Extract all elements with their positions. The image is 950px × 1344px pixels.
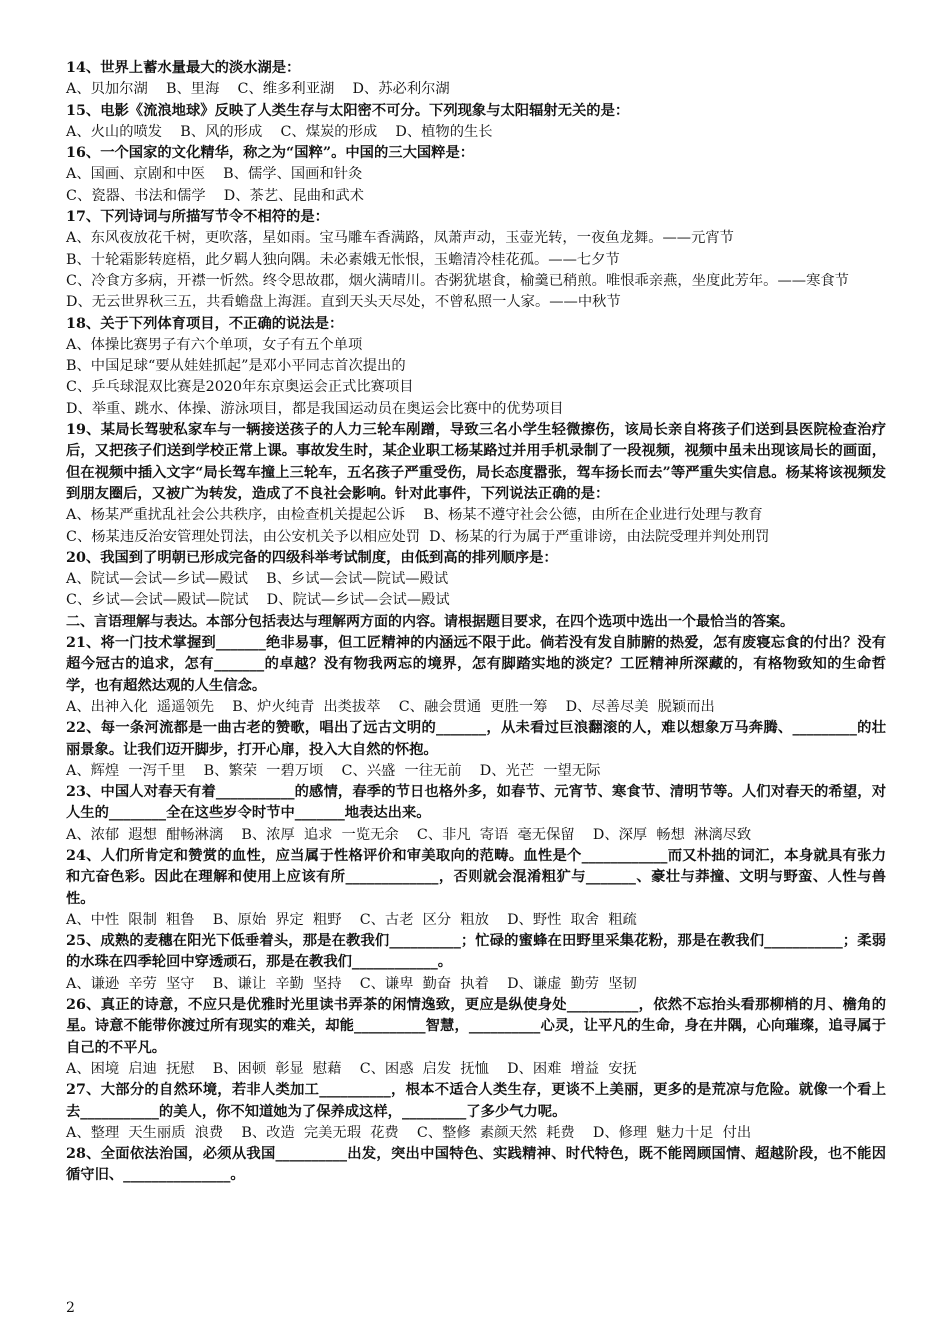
options-16-cd: C、瓷器、书法和儒学 D、茶艺、昆曲和武术 [66, 187, 364, 204]
question-27: 27、大部分的自然环境，若非人类加工__________，根本不适合人类生存，更谈不上美丽，更多的是荒凉与危险。就像一个看上去___________的美人，你不知道她为了保养成这样，_________了多少气力呢。 [66, 1082, 886, 1120]
options-20-ab: A、院试—会试—乡试—殿试 B、乡试—会试—院试—殿试 [66, 571, 449, 588]
options-23: A、浓郁 遐想 酣畅淋漓 B、浓厚 追求 一览无余 C、非凡 寄语 毫无保留 D、深厚 畅想 淋漓尽致 [66, 826, 752, 843]
section-heading: 二、言语理解与表达。本部分包括表达与理解两方面的内容。请根据题目要求，在四个选项中选出一个最恰当的答案。 [66, 613, 794, 630]
options-19-cd: C、杨某违反治安管理处罚法，由公安机关予以相应处罚 D、杨某的行为属于严重诽谤，由法院受理并判处刑罚 [66, 528, 770, 545]
question-16: 16、一个国家的文化精华，称之为“国粹”。中国的三大国粹是： [66, 145, 475, 162]
options-22: A、辉煌 一泻千里 B、繁荣 一碧万顷 C、兴盛 一往无前 D、光芒 一望无际 [66, 762, 601, 779]
options-15: A、火山的喷发 B、风的形成 C、煤炭的形成 D、植物的生长 [66, 123, 493, 140]
question-23: 23、中国人对春天有着___________的感情，春季的节日也格外多，如春节、元宵节、寒食节、清明节等。人们对春天的希望，对人生的________全在这些岁令时节中_______地表达出来。 [66, 784, 886, 822]
options-27: A、整理 天生丽质 浪费 B、改造 完美无瑕 花费 C、整修 素颜天然 耗费 D、修理 魅力十足 付出 [66, 1124, 752, 1141]
option-18-c: C、乒乓球混双比赛是2020年东京奥运会正式比赛项目 [66, 379, 414, 396]
options-20-cd: C、乡试—会试—殿试—院试 D、院试—乡试—会试—殿试 [66, 592, 450, 609]
option-17-a: A、东风夜放花千树，更吹落，星如雨。宝马雕车香满路，凤萧声动，玉壶光转，一夜鱼龙舞。——元宵节 [66, 230, 734, 247]
page-number: 2 [66, 1300, 75, 1316]
option-17-b: B、十轮霜影转庭梧，此夕羁人独向隅。未必素娥无怅恨，玉蟾清冷桂花孤。——七夕节 [66, 251, 620, 268]
question-14: 14、世界上蓄水量最大的淡水湖是： [66, 60, 301, 76]
option-18-b: B、中国足球“要从娃娃抓起”是邓小平同志首次提出的 [66, 358, 406, 375]
options-24: A、中性 限制 粗鲁 B、原始 界定 粗野 C、古老 区分 粗放 D、野性 取舍 粗疏 [66, 911, 637, 928]
option-18-a: A、体操比赛男子有六个单项，女子有五个单项 [66, 336, 363, 353]
option-18-d: D、举重、跳水、体操、游泳项目，都是我国运动员在奥运会比赛中的优势项目 [66, 400, 564, 417]
option-17-c: C、冷食方多病，开襟一忻然。终令思故郡，烟火满晴川。杏粥犹堪食，榆羹已稍煎。唯恨乖亲燕，坐度此芳年。——寒食节 [66, 272, 849, 289]
options-26: A、困境 启迪 抚慰 B、困顿 彰显 慰藉 C、困惑 启发 抚恤 D、困难 增益 安抚 [66, 1060, 637, 1077]
question-24: 24、人们所肯定和赞赏的血性，应当属于性格评价和审美取向的范畴。血性是个____________而又朴拙的词汇，本身就具有张力和亢奋色彩。因此在理解和使用上应该有所_____________，否则就会混淆粗犷与_______、豪壮与莽撞、文明与野蛮、人性与兽性。 [66, 847, 886, 907]
question-19: 19、某局长驾驶私家车与一辆接送孩子的人力三轮车剐蹭，导致三名小学生轻微擦伤，该局长亲自将孩子们送到县医院检查治疗后，又把孩子们送到学校正常上课。事故发生时，某企业职工杨某路过并用手机录制了一段视频，视频中虽未出现该局长的画面，但在视频中插入文字“局长驾车撞上三轮车，五名孩子严重受伤，局长态度嚣张，驾车扬长而去”等严重失实信息。杨某将该视频发到朋友圈后，又被广为转发，造成了不良社会影响。针对此事件，下列说法正确的是： [66, 422, 886, 502]
question-20: 20、我国到了明朝已形成完备的四级科举考试制度，由低到高的排列顺序是： [66, 549, 558, 566]
option-17-d: D、无云世界秋三五，共看蟾盘上海涯。直到天头天尽处，不曾私照一人家。——中秋节 [66, 294, 621, 311]
question-28: 28、全面依法治国，必须从我国__________出发，突出中国特色、实践精神、时代特色，既不能罔顾国情、超越阶段，也不能因循守旧、_______________。 [66, 1146, 886, 1184]
options-16-ab: A、国画、京剧和中医 B、儒学、国画和针灸 [66, 166, 363, 183]
question-22: 22、每一条河流都是一曲古老的赞歌，唱出了远古文明的_______，从未看过巨浪翻滚的人，难以想象万马奔腾、_________的壮丽景象。让我们迈开脚步，打开心扉，投入大自然的怀抱。 [66, 720, 886, 758]
question-26: 26、真正的诗意，不应只是优雅时光里读书弄茶的闲情逸致，更应是纵使身处__________，依然不忘抬头看那柳梢的月、檐角的星。诗意不能带你渡过所有现实的难关，却能__________智慧，__________心灵，让平凡的生命，身在井隅，心向璀璨，追寻属于自己的不平凡。 [66, 997, 886, 1056]
question-21: 21、将一门技术掌握到_______绝非易事，但工匠精神的内涵远不限于此。倘若没有发自肺腑的热爱，怎有废寝忘食的付出？没有超今冠古的追求，怎有_______的卓越？没有物我两忘的境界，怎有脚踏实地的淡定？工匠精神所深藏的，有格物致知的生命哲学，也有超然达观的人生信念。 [66, 635, 886, 694]
question-17: 17、下列诗词与所描写节令不相符的是： [66, 209, 329, 226]
exam-page [66, 58, 886, 1187]
question-25: 25、成熟的麦穗在阳光下低垂着头，那是在教我们__________；忙碌的蜜蜂在田野里采集花粉，那是在教我们___________；柔弱的水珠在四季轮回中穿透顽石，那是在教我们____________。 [66, 933, 886, 971]
question-15: 15、电影《流浪地球》反映了人类生存与太阳密不可分。下列现象与太阳辐射无关的是： [66, 102, 630, 119]
options-19-ab: A、杨某严重扰乱社会公共秩序，由检查机关提起公诉 B、杨某不遵守社会公德，由所在企业进行处理与教育 [66, 507, 763, 524]
options-25: A、谦逊 辛劳 坚守 B、谦让 辛勤 坚持 C、谦卑 勤奋 执着 D、谦虚 勤劳 坚韧 [66, 975, 637, 992]
question-18: 18、关于下列体育项目，不正确的说法是： [66, 315, 344, 332]
options-21: A、出神入化 遥遥领先 B、炉火纯青 出类拔萃 C、融会贯通 更胜一筹 D、尽善尽美 脱颖而出 [66, 698, 715, 715]
options-14: A、贝加尔湖 B、里海 C、维多利亚湖 D、苏必利尔湖 [66, 81, 450, 98]
